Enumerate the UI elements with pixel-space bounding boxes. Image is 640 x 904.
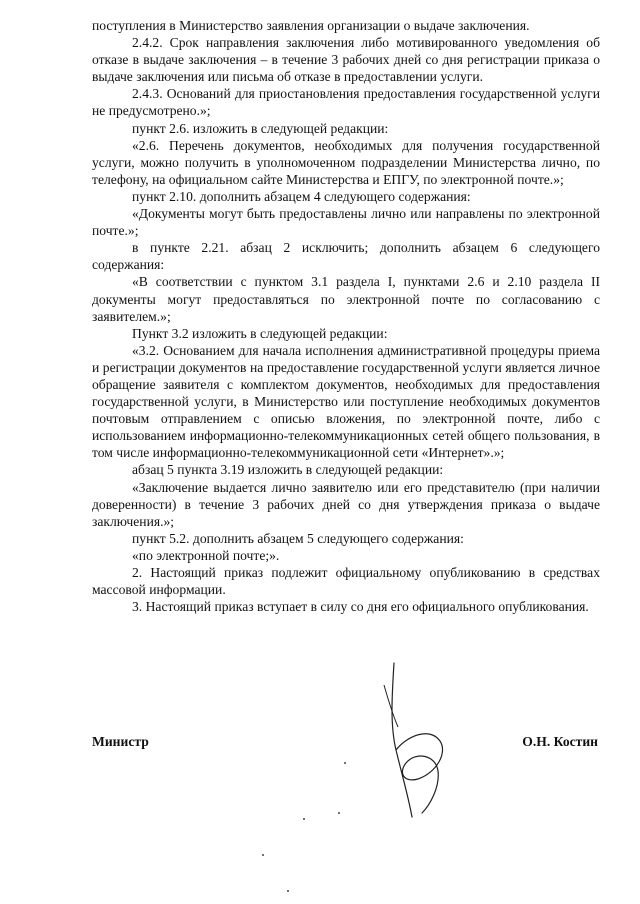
paragraph: Пункт 3.2 изложить в следующей редакции:	[132, 325, 388, 341]
paragraph: пункт 2.6. изложить в следующей редакции:	[132, 120, 389, 136]
paragraph: «3.2. Основанием для начала исполнения административной процедуры приема и регистрации документов на предоставление государственной услуги является личное обращение заявителя с комплектом документов, необходимых для предоставления государственной услуги, в Министерство или поступление необходимых документов почтовым отправлением с описью вложения, по электронной почте, либо с использованием информационно-телекоммуникационных сетей общего пользования, в том числе информационно-телекоммуникационной сети «Интернет».»;	[92, 342, 600, 461]
paragraph: 2. Настоящий приказ подлежит официальному опубликованию в средствах массовой информации.	[92, 565, 600, 598]
paragraph: в пункте 2.21. абзац 2 исключить; дополнить абзацем 6 следующего содержания:	[92, 240, 600, 273]
paragraph: поступления в Министерство заявления организации о выдаче заключения.	[92, 18, 530, 33]
paragraph: «Документы могут быть предоставлены лично или направлены по электронной почте.»;	[92, 206, 600, 239]
scan-speck	[262, 854, 264, 856]
scan-speck	[303, 818, 305, 820]
paragraph: 3. Настоящий приказ вступает в силу со дня его официального опубликования.	[132, 599, 589, 615]
scan-speck	[338, 812, 340, 814]
paragraph: пункт 5.2. дополнить абзацем 5 следующего содержания:	[132, 530, 464, 546]
paragraph: «Заключение выдается лично заявителю или его представителю (при наличии доверенности) в течение 3 рабочих дней со дня утверждения приказа о выдаче заключения.»;	[92, 479, 600, 529]
paragraph: «по электронной почте;».	[132, 547, 280, 563]
scan-speck	[287, 890, 289, 892]
paragraph: 2.4.2. Срок направления заключения либо мотивированного уведомления об отказе в выдаче заключения – в течение 3 рабочих дней со дня регистрации приказа о выдаче заключения или письма об отказе в предоставлении услуги.	[92, 35, 600, 85]
paragraph: «2.6. Перечень документов, необходимых для получения государственной услуги, можно получить в уполномоченном подразделении Министерства лично, по телефону, на официальном сайте Министерства и ЕПГУ, по электронной почте.»;	[92, 137, 600, 187]
scan-speck	[344, 762, 346, 764]
paragraph: пункт 2.10. дополнить абзацем 4 следующего содержания:	[132, 188, 471, 204]
document-body	[92, 17, 600, 615]
signatory-title: Министр	[92, 734, 149, 749]
paragraph: «В соответствии с пунктом 3.1 раздела I, пунктами 2.6 и 2.10 раздела II документы могут предоставляться по электронной почте по согласованию с заявителем.»;	[92, 274, 600, 324]
paragraph: 2.4.3. Оснований для приостановления предоставления государственной услуги не предусмотрено.»;	[92, 86, 600, 119]
signatory-name: О.Н. Костин	[522, 734, 598, 749]
paragraph: абзац 5 пункта 3.19 изложить в следующей редакции:	[132, 462, 444, 478]
handwritten-signature	[378, 655, 458, 830]
